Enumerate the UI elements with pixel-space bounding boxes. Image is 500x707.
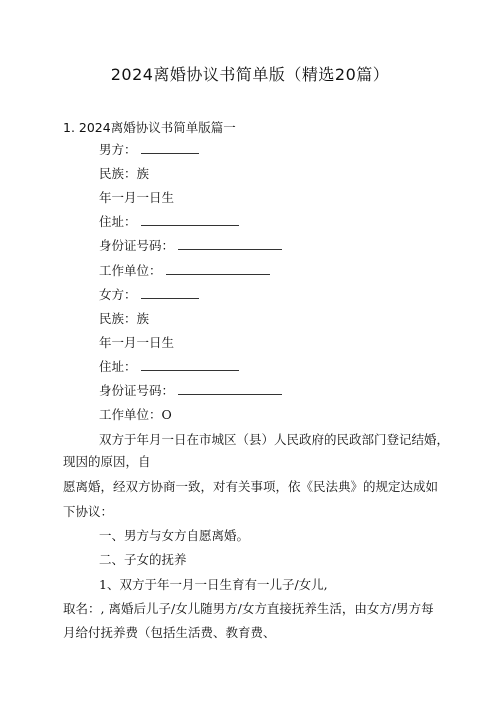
body-paragraph-line: 取名：, 离婚后儿子/女儿随男方/女方直接抚养生活，由女方/男方每	[63, 601, 434, 616]
field-id-woman	[99, 381, 282, 399]
field-woman	[99, 285, 199, 303]
field-birth-man: 年一月一日生	[99, 190, 175, 205]
section-heading: 1. 2024离婚协议书简单版篇一	[63, 120, 236, 135]
field-man-label: 男方：	[99, 142, 137, 157]
field-man	[99, 140, 199, 158]
body-paragraph-line: 下协议：	[63, 504, 114, 519]
field-work-woman: 工作单位：O	[99, 407, 172, 422]
agreement-item: 二、子女的抚养	[99, 552, 187, 567]
field-id-man-label: 身份证号码：	[99, 238, 175, 253]
body-paragraph-line: 月给付抚养费（包括生活费、教育费、	[63, 625, 276, 640]
body-paragraph-line: 愿离婚，经双方协商一致，对有关事项，依《民法典》的规定达成如	[63, 479, 439, 494]
blank-line	[141, 286, 199, 299]
blank-line	[141, 358, 239, 371]
field-work-man	[99, 261, 270, 279]
field-id-woman-label: 身份证号码：	[99, 383, 175, 398]
blank-line	[141, 141, 199, 154]
field-birth-woman: 年一月一日生	[99, 335, 175, 350]
body-paragraph-line: 现因的原因，自	[63, 454, 151, 469]
field-address-woman	[99, 357, 239, 375]
field-id-man	[99, 236, 282, 254]
field-address-woman-label: 住址：	[99, 359, 137, 374]
field-work-man-label: 工作单位：	[99, 263, 162, 278]
blank-line	[178, 237, 282, 250]
field-ethnic-man: 民族：族	[99, 166, 150, 181]
blank-line	[141, 213, 239, 226]
field-address-man-label: 住址：	[99, 214, 137, 229]
agreement-item: 一、男方与女方自愿离婚。	[99, 528, 250, 543]
field-ethnic-woman: 民族：族	[99, 311, 150, 326]
body-paragraph-line: 双方于年月一日在市城区（县）人民政府的民政部门登记结婚，	[99, 432, 450, 447]
field-address-man	[99, 212, 239, 230]
agreement-subitem: 1、双方于年一月一日生育有一儿子/女儿,	[99, 577, 328, 592]
document-title: 2024离婚协议书简单版（精选20篇）	[110, 65, 390, 84]
blank-line	[178, 382, 282, 395]
field-woman-label: 女方：	[99, 287, 137, 302]
blank-line	[166, 262, 270, 275]
